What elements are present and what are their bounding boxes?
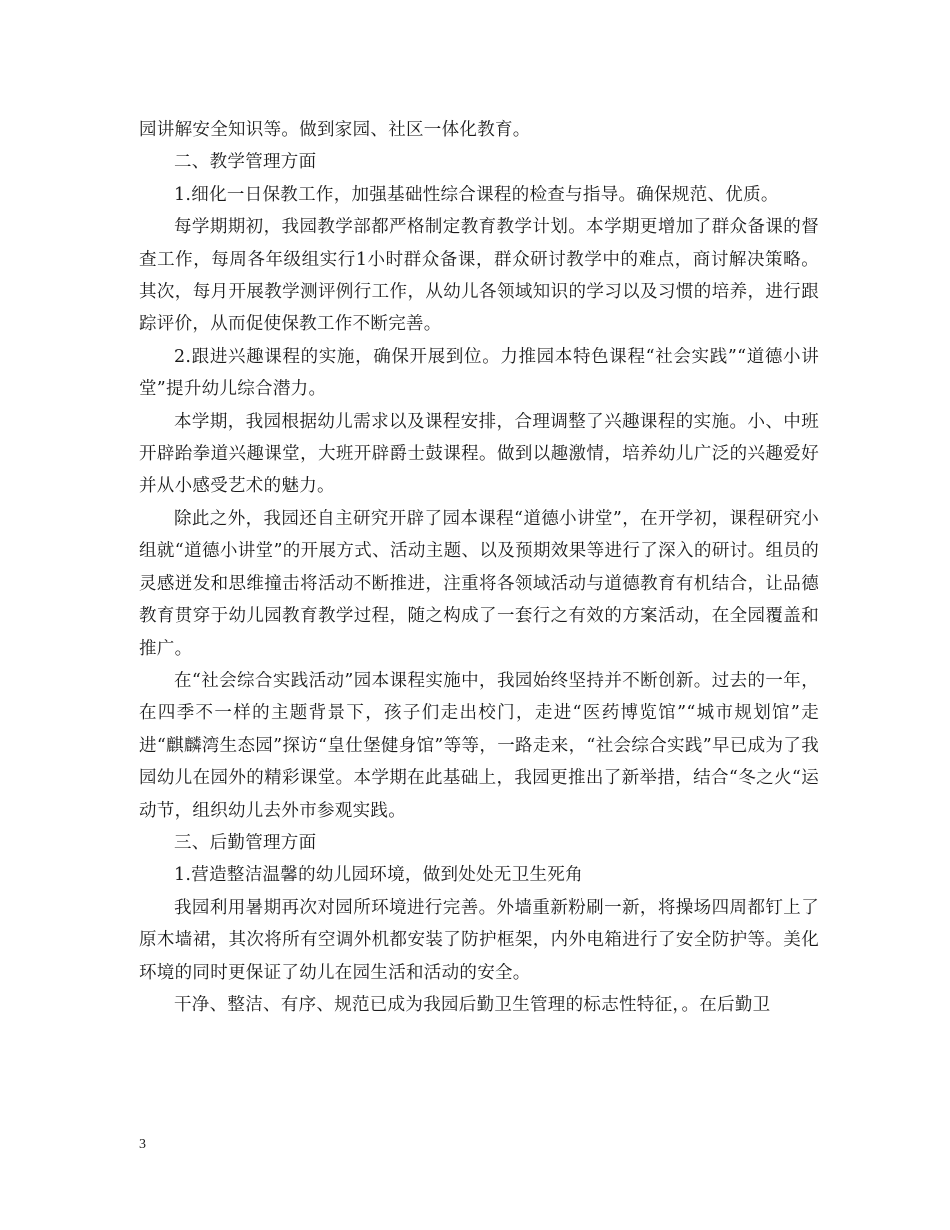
section-heading-teaching: 二、教学管理方面 [174,152,317,173]
paragraph-social-practice: 在“社会综合实践活动”园本课程实施中，我园始终坚持并不断创新。过去的一年，在四季不一样的主题背景下，孩子们走出校门，走进“医药博览馆”“城市规划馆”走进“麒麟湾生态园”探访“皇仕堡健身馆”等等，一路走来，“社会综合实践”早已成为了我园幼儿在园外的精彩课堂。本学期在此基础上，我园更推出了新举措，结合“冬之火“运动节，组织幼儿去外市参观实践。 [139,670,819,821]
subheading-daily-care: 1.细化一日保教工作，加强基础性综合课程的检查与指导。确保规范、优质。 [174,184,779,205]
section-heading-logistics: 三、后勤管理方面 [174,832,317,853]
subheading-interest-courses: 2.跟进兴趣课程的实施，确保开展到位。力推园本特色课程“社会实践”“道德小讲堂”提升幼儿综合潜力。 [139,346,819,400]
paragraph-moral-lecture: 除此之外，我园还自主研究开辟了园本课程“道德小讲堂”，在开学初，课程研究小组就“道德小讲堂”的开展方式、活动主题、以及预期效果等进行了深入的研讨。组员的灵感迸发和思维撞击将活动不断推进，注重将各领域活动与道德教育有机结合，让品德教育贯穿于幼儿园教育教学过程，随之构成了一套行之有效的方案活动，在全园覆盖和推广。 [139,508,819,659]
subheading-environment: 1.营造整洁温馨的幼儿园环境，做到处处无卫生死角 [174,865,583,886]
paragraph-teaching-plan: 每学期期初，我园教学部都严格制定教育教学计划。本学期更增加了群众备课的督查工作，每周各年级组实行1小时群众备课，群众研讨教学中的难点，商讨解决策略。其次，每月开展教学测评例行工作，从幼儿各领域知识的学习以及习惯的培养，进行跟踪评价，从而促使保教工作不断完善。 [139,217,819,335]
body-text [139,114,819,1021]
paragraph-environment: 我园利用暑期再次对园所环境进行完善。外墙重新粉刷一新，将操场四周都钉上了原木墙裙，其次将所有空调外机都安装了防护框架，内外电箱进行了安全防护等。美化环境的同时更保证了幼儿在园生活和活动的安全。 [139,897,819,983]
paragraph-hygiene: 干净、整洁、有序、规范已成为我园后勤卫生管理的标志性特征，。在后勤卫 [174,994,771,1015]
paragraph-continuation: 园讲解安全知识等。做到家园、社区一体化教育。 [139,120,531,140]
paragraph-interest-courses: 本学期，我园根据幼儿需求以及课程安排，合理调整了兴趣课程的实施。小、中班开辟跆拳道兴趣课堂，大班开辟爵士鼓课程。做到以趣激情，培养幼儿广泛的兴趣爱好并从小感受艺术的魅力。 [139,411,819,497]
page-number: 3 [139,1137,146,1152]
